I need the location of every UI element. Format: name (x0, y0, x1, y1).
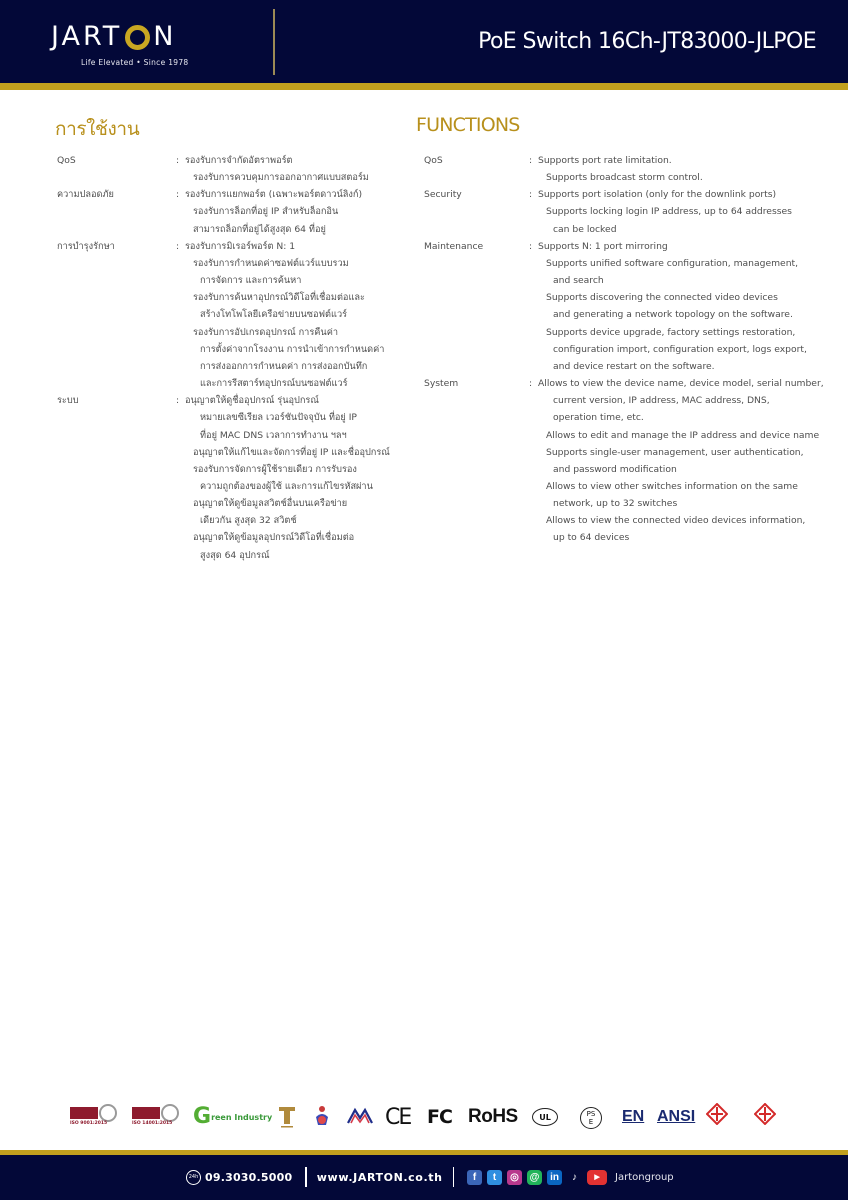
bureau-veritas-banner (70, 1107, 98, 1119)
feature-row (55, 186, 405, 237)
feature-line: and password modification (553, 463, 677, 475)
feature-category-label: Maintenance (424, 240, 484, 252)
feature-line: Supports discovering the connected video devices (546, 292, 778, 304)
iso-9001-badge (70, 1104, 118, 1130)
english-feature-list (416, 152, 836, 547)
youtube-icon[interactable]: ▶ (587, 1170, 607, 1185)
jarton-logo (51, 21, 226, 71)
feature-line: Allows to view other switches information on the same (546, 480, 798, 492)
footer-divider (453, 1167, 455, 1187)
feature-category-label: การบำรุงรักษา (57, 240, 115, 252)
pse-mark (580, 1106, 602, 1130)
feature-line: รองรับการควบคุมการออกอากาศแบบสตอร์ม (193, 172, 369, 184)
colon-separator: : (176, 240, 180, 252)
ansi-mark: ANSI (657, 1108, 696, 1125)
pse-top: PS (586, 1110, 596, 1118)
english-section-title: FUNCTIONS (416, 114, 520, 136)
feature-row (55, 238, 405, 392)
facebook-icon[interactable]: f (467, 1170, 482, 1185)
thai-award-emblem-icon (313, 1100, 331, 1134)
social-icons (467, 1170, 612, 1185)
bureau-veritas-banner (132, 1107, 160, 1119)
feature-category-label: QoS (424, 155, 443, 166)
phone-24h-icon: 24h (186, 1170, 201, 1185)
line-icon[interactable]: @ (527, 1170, 542, 1185)
header-divider (273, 9, 275, 75)
ce-mark: CE (385, 1104, 411, 1130)
colon-separator: : (176, 189, 180, 201)
feature-category-label: System (424, 378, 459, 390)
feature-line: configuration import, configuration export, logs export, (553, 343, 807, 355)
colon-separator: : (176, 395, 180, 407)
colon-separator: : (529, 378, 533, 390)
feature-values (538, 238, 836, 375)
feature-line: ความถูกต้องของผู้ใช้ และการแก้ไขรหัสผ่าน (200, 480, 373, 492)
feature-values (538, 152, 836, 186)
feature-category-label: QoS (57, 155, 76, 166)
feature-row (416, 186, 836, 237)
colon-separator: : (529, 240, 533, 252)
english-functions-section (416, 114, 836, 547)
header-gold-stripe (0, 83, 848, 90)
page-footer (0, 1155, 848, 1200)
feature-line: Supports port isolation (only for the downlink ports) (538, 189, 777, 201)
tiktok-icon[interactable]: ♪ (567, 1170, 582, 1185)
feature-values (538, 375, 836, 547)
feature-line: current version, IP address, MAC address, DNS, (553, 395, 770, 407)
fcc-mark: FC (427, 1106, 452, 1128)
feature-line: รองรับการแยกพอร์ต (เฉพาะพอร์ตดาวน์ลิงก์) (185, 189, 363, 201)
feature-row (55, 152, 405, 186)
feature-line: รองรับการมิเรอร์พอร์ต N: 1 (185, 240, 296, 252)
feature-line: Supports locking login IP address, up to 64 addresses (546, 206, 792, 218)
thai-section-title: การใช้งาน (55, 118, 140, 140)
colon-separator: : (176, 155, 180, 166)
feature-line: and search (553, 275, 604, 287)
footer-divider (305, 1167, 307, 1187)
bureau-veritas-seal-icon (99, 1104, 117, 1122)
feature-line: อนุญาตให้ดูชื่ออุปกรณ์ รุ่นอุปกรณ์ (185, 395, 319, 407)
logo-wordmark (51, 21, 176, 52)
feature-row (416, 238, 836, 375)
feature-category-label: ระบบ (57, 395, 79, 407)
pse-bottom: E (588, 1118, 594, 1126)
thai-feature-list (55, 152, 405, 564)
feature-line: อนุญาตให้ดูข้อมูลอุปกรณ์วิดีโอที่เชื่อมต่อ (193, 532, 355, 544)
feature-category-label: Security (424, 189, 462, 201)
feature-values (185, 238, 405, 392)
logo-letters-after: N (153, 21, 177, 52)
feature-row (416, 375, 836, 547)
feature-line: Allows to edit and manage the IP address and device name (546, 429, 820, 441)
social-handle[interactable]: Jartongroup (615, 1171, 674, 1183)
feature-line: operation time, etc. (553, 412, 644, 424)
twitter-icon[interactable]: t (487, 1170, 502, 1185)
certification-logos (70, 1100, 790, 1134)
iso-14001-label: ISO 14001:2015 (132, 1121, 173, 1126)
footer-contact-bar (186, 1166, 674, 1188)
feature-line: รองรับการกำหนดค่าซอฟต์แวร์แบบรวม (193, 257, 349, 269)
feature-line: Supports N: 1 port mirroring (538, 240, 668, 252)
feature-line: อนุญาตให้ดูข้อมูลสวิตช์อื่นบนเครือข่าย (193, 498, 348, 510)
thai-functions-section (55, 114, 405, 564)
feature-line: can be locked (553, 223, 617, 235)
colon-separator: : (529, 155, 533, 166)
website-link[interactable]: www.JARTON.co.th (316, 1170, 443, 1184)
phone-number[interactable]: 09.3030.5000 (205, 1170, 293, 1184)
feature-line: ที่อยู่ MAC DNS เวลาการทำงาน ฯลฯ (200, 429, 347, 441)
feature-line: Supports broadcast storm control. (546, 172, 703, 184)
feature-values (185, 152, 405, 186)
green-industry-logo (193, 1100, 272, 1134)
feature-category-label: ความปลอดภัย (57, 189, 114, 201)
feature-line: รองรับการอัปเกรดอุปกรณ์ การคืนค่า (193, 326, 338, 338)
iso-9001-label: ISO 9001:2015 (70, 1121, 108, 1126)
feature-line: อนุญาตให้แก้ไขและจัดการที่อยู่ IP และชื่ออุปกรณ์ (193, 446, 390, 458)
feature-line: รองรับการล็อกที่อยู่ IP สำหรับล็อกอิน (193, 206, 339, 218)
feature-line: รองรับการค้นหาอุปกรณ์วิดีโอที่เชื่อมต่อและ (193, 292, 365, 304)
document-title: PoE Switch 16Ch-JT83000-JLPOE (478, 29, 816, 54)
feature-line: สร้างโทโพโลยีเครือข่ายบนซอฟต์แวร์ (200, 309, 348, 321)
ul-listed-mark (532, 1105, 558, 1129)
feature-line: การตั้งค่าจากโรงงาน การนำเข้าการกำหนดค่า (200, 343, 385, 355)
feature-line: up to 64 devices (553, 532, 630, 544)
colon-separator: : (529, 189, 533, 201)
feature-line: หมายเลขซีเรียล เวอร์ชันปัจจุบัน ที่อยู่ IP (200, 412, 357, 424)
feature-row (55, 392, 405, 564)
linkedin-icon[interactable]: in (547, 1170, 562, 1185)
feature-line: การส่งออกการกำหนดค่า การส่งออกบันทึก (200, 360, 368, 372)
feature-line: Supports single-user management, user authentication, (546, 446, 804, 458)
feature-line: รองรับการจัดการผู้ใช้รายเดียว การรับรอง (193, 463, 357, 475)
ul-circle: UL (532, 1108, 558, 1126)
logo-ring-icon (125, 25, 150, 50)
feature-line: Allows to view the connected video devices information, (546, 515, 806, 527)
feature-line: network, up to 32 switches (553, 498, 678, 510)
feature-line: เดียวกัน สูงสุด 32 สวิตช์ (200, 515, 297, 527)
thailand-trust-mark-icon (276, 1100, 298, 1134)
en-standard-mark: EN (622, 1108, 645, 1125)
feature-line: สามารถล็อกที่อยู่ได้สูงสุด 64 ที่อยู่ (193, 223, 326, 235)
feature-line: and generating a network topology on the software. (553, 309, 793, 321)
feature-row (416, 152, 836, 186)
feature-line: การจัดการ และการค้นหา (200, 275, 302, 287)
rohs-mark: RoHS (468, 1106, 518, 1127)
tis-mark-icon (754, 1103, 776, 1125)
feature-values (185, 392, 405, 564)
iso-14001-badge (132, 1104, 180, 1130)
feature-line: และการรีสตาร์ทอุปกรณ์บนซอฟต์แวร์ (200, 378, 348, 390)
feature-values (538, 186, 836, 237)
instagram-icon[interactable]: ◎ (507, 1170, 522, 1185)
pse-circle (580, 1107, 602, 1129)
feature-line: Supports unified software configuration, management, (546, 257, 799, 269)
green-industry-word: reen Industry (211, 1112, 273, 1122)
feature-line: Allows to view the device name, device model, serial number, (538, 378, 824, 390)
tis-mark-icon (706, 1103, 728, 1125)
feature-line: Supports device upgrade, factory settings restoration, (546, 326, 796, 338)
made-in-thailand-icon (345, 1100, 375, 1134)
bureau-veritas-seal-icon (161, 1104, 179, 1122)
feature-line: สูงสุด 64 อุปกรณ์ (200, 549, 270, 561)
feature-line: and device restart on the software. (553, 360, 715, 372)
feature-values (185, 186, 405, 237)
feature-line: Supports port rate limitation. (538, 155, 672, 166)
feature-line: รองรับการจำกัดอัตราพอร์ต (185, 155, 293, 166)
green-industry-g: G (193, 1104, 212, 1129)
logo-tagline: Life Elevated • Since 1978 (81, 58, 189, 67)
logo-letters-before: JART (51, 21, 123, 52)
page-header (0, 0, 848, 83)
